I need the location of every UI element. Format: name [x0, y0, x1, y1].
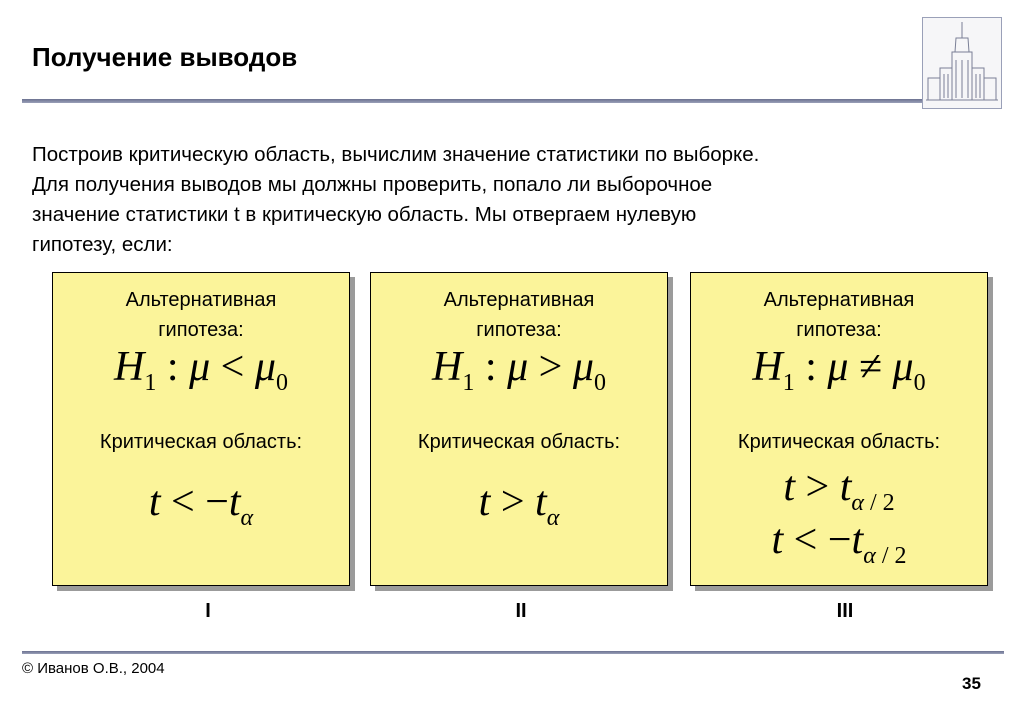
critical-region-formula: $t < -t_\alpha$: [148, 479, 254, 531]
alt-hypothesis-label: Альтернативная гипотеза:: [443, 289, 595, 341]
intro-line: значение статистики t в критическую область. Мы отвергаем нулевую: [32, 203, 697, 226]
footer-divider: [22, 651, 1004, 654]
title-divider: [22, 99, 922, 103]
panel-label-i: I: [205, 600, 211, 622]
critical-region-formula: $t > t_{\alpha / 2}$: [783, 464, 895, 516]
panel-two-tail: [690, 272, 988, 586]
critical-region-label: Критическая область:: [99, 431, 303, 453]
critical-region-formula: $t < -t_{\alpha / 2}$: [771, 517, 907, 569]
panel-left-tail: [52, 272, 350, 586]
panel-right-tail: [370, 272, 668, 586]
alt-hypothesis-formula: $H_1$ : $\mu < \mu_0$: [114, 344, 288, 396]
university-logo-icon: [922, 17, 1002, 109]
critical-region-label: Критическая область:: [737, 431, 941, 453]
copyright: © Иванов О.В., 2004: [22, 660, 165, 677]
critical-region-label: Критическая область:: [417, 431, 621, 453]
critical-region-formula: $t > t_\alpha$: [478, 479, 560, 531]
intro-line: гипотезу, если:: [32, 233, 173, 256]
panel-label-iii: III: [836, 600, 854, 622]
slide-title: Получение выводов: [32, 42, 298, 72]
intro-text: [32, 140, 992, 260]
intro-line: Построив критическую область, вычислим значение статистики по выборке.: [32, 143, 760, 166]
alt-hypothesis-formula: $H_1$ : $\mu \ne \mu_0$: [752, 344, 926, 396]
alt-hypothesis-formula: $H_1$ : $\mu > \mu_0$: [432, 344, 606, 396]
alt-hypothesis-label: Альтернативная гипотеза:: [125, 289, 277, 341]
panel-label-ii: II: [515, 600, 527, 622]
intro-line: Для получения выводов мы должны проверить, попало ли выборочное: [32, 173, 713, 196]
page-number: 35: [962, 674, 981, 693]
alt-hypothesis-label: Альтернативная гипотеза:: [763, 289, 915, 341]
